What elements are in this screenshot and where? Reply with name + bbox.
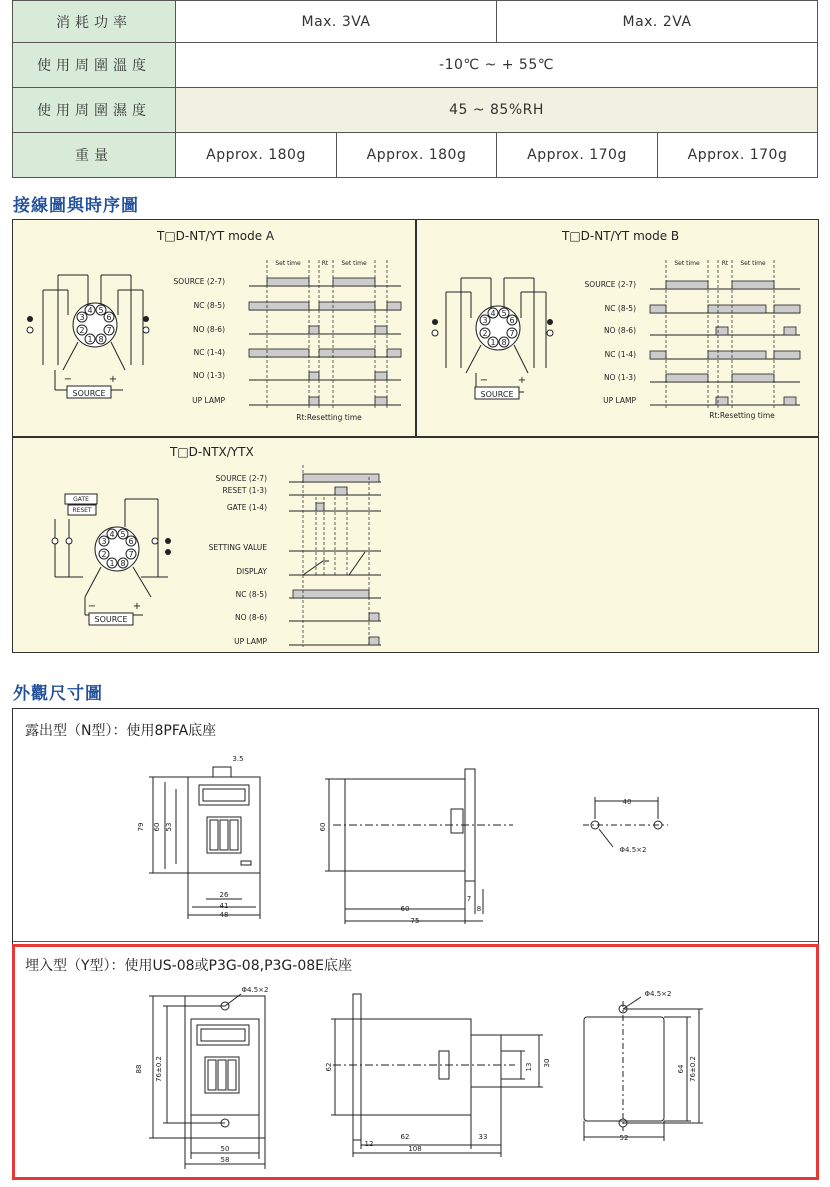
spec-value: -10℃ ~ + 55℃	[176, 43, 818, 88]
spec-label: 使用周圍溫度	[13, 43, 176, 88]
signal-label: UP LAMP	[234, 637, 267, 646]
svg-text:+: +	[108, 374, 118, 385]
signal-label: NC (8-5)	[235, 590, 267, 599]
svg-text:7: 7	[509, 329, 515, 338]
svg-text:6: 6	[509, 316, 515, 325]
footnote: Rt:Resetting time	[296, 413, 362, 422]
signal-label: NC (1-4)	[604, 350, 636, 359]
dim-label: 88	[135, 1064, 143, 1074]
svg-text:Rt: Rt	[721, 260, 729, 267]
ntx-panel	[13, 437, 819, 653]
svg-text:8: 8	[120, 559, 126, 568]
wiring-timing-box	[12, 219, 819, 653]
svg-text:8: 8	[98, 335, 104, 344]
signal-label: GATE (1-4)	[226, 503, 267, 512]
svg-text:5: 5	[98, 306, 104, 315]
dim-label: 108	[408, 1145, 422, 1153]
svg-text:−: −	[479, 375, 489, 386]
svg-text:6: 6	[128, 537, 134, 546]
svg-text:4: 4	[109, 530, 115, 539]
dim-label: 48	[219, 911, 229, 919]
signal-label: SETTING VALUE	[208, 543, 267, 552]
svg-text:−: −	[87, 601, 97, 612]
svg-text:3: 3	[101, 537, 107, 546]
footnote: Rt:Resetting time	[709, 411, 775, 420]
dim-label: 40	[622, 798, 632, 806]
dim-label: 75	[410, 917, 420, 925]
dim-label: 62	[400, 1133, 410, 1141]
svg-text:2: 2	[79, 326, 85, 335]
spec-value: Max. 3VA	[176, 1, 497, 43]
dim-label: 76±0.2	[689, 1056, 697, 1082]
svg-text:2: 2	[482, 329, 488, 338]
reset-label: RESET	[72, 507, 92, 514]
svg-text:7: 7	[128, 550, 134, 559]
dim-label: 13	[525, 1062, 533, 1072]
dimension-section-title: 外觀尺寸圖	[13, 684, 103, 704]
svg-text:6: 6	[106, 313, 112, 322]
n-type-title: 露出型（N型）：使用8PFA底座	[25, 723, 217, 739]
svg-text:5: 5	[120, 530, 126, 539]
svg-text:Rt: Rt	[321, 260, 329, 267]
source-label: SOURCE	[480, 390, 514, 399]
wiring-section-title: 接線圖與時序圖	[13, 196, 139, 216]
mode-b-title: T□D-NT/YT mode B	[562, 229, 680, 243]
signal-label: NO (1-3)	[604, 373, 636, 382]
mode-a-panel	[13, 220, 415, 436]
spec-row-power	[13, 1, 818, 43]
source-label: SOURCE	[72, 389, 106, 398]
signal-label: NO (1-3)	[193, 371, 225, 380]
signal-label: DISPLAY	[236, 567, 267, 576]
signal-label: NC (8-5)	[193, 301, 225, 310]
dim-label: Φ4.5×2	[241, 986, 269, 994]
svg-text:Set time: Set time	[674, 260, 700, 267]
dim-label: Φ4.5×2	[619, 846, 647, 854]
signal-label: RESET (1-3)	[222, 486, 267, 495]
dim-label: 41	[219, 902, 229, 910]
dim-label: 76±0.2	[155, 1056, 163, 1082]
gate-label: GATE	[73, 496, 89, 503]
svg-text:7: 7	[106, 326, 112, 335]
svg-text:+: +	[132, 601, 142, 612]
mode-b-diagram	[416, 220, 820, 436]
spec-label: 使用周圍濕度	[13, 88, 176, 133]
signal-label: UP LAMP	[192, 396, 225, 405]
svg-text:1: 1	[109, 559, 115, 568]
dim-label: 3.5	[232, 755, 244, 763]
svg-text:Set time: Set time	[275, 260, 301, 267]
dim-label: 60	[400, 905, 410, 913]
dim-label: 50	[220, 1145, 230, 1153]
dim-label: 79	[137, 822, 145, 832]
spec-label: 消耗功率	[13, 1, 176, 43]
svg-text:2: 2	[101, 550, 107, 559]
svg-text:5: 5	[501, 309, 507, 318]
spec-label: 重量	[13, 133, 176, 178]
y-type-title: 埋入型（Y型）：使用US-08或P3G-08,P3G-08E底座	[25, 958, 352, 974]
signal-label: SOURCE (2-7)	[584, 280, 636, 289]
mode-b-panel	[416, 220, 820, 436]
svg-text:Set time: Set time	[740, 260, 766, 267]
svg-text:−: −	[63, 374, 73, 385]
spec-row-temperature	[13, 43, 818, 88]
dim-label: 62	[325, 1062, 333, 1072]
spec-value: Approx. 170g	[497, 133, 658, 178]
dim-label: 60	[319, 822, 327, 832]
spec-value: Approx. 180g	[176, 133, 337, 178]
svg-text:3: 3	[79, 313, 85, 322]
signal-label: NC (8-5)	[604, 304, 636, 313]
svg-text:4: 4	[87, 306, 93, 315]
spec-row-humidity	[13, 88, 818, 133]
y-type-highlight-frame	[12, 944, 819, 1180]
dim-label: 26	[219, 891, 229, 899]
svg-text:+: +	[517, 375, 527, 386]
spec-row-weight	[13, 133, 818, 178]
spec-value: Max. 2VA	[497, 1, 818, 43]
dim-label: 7	[466, 895, 472, 903]
signal-label: UP LAMP	[603, 396, 636, 405]
dim-label: 58	[220, 1156, 230, 1164]
spec-value: 45 ~ 85%RH	[176, 88, 818, 133]
ntx-diagram	[13, 437, 433, 653]
signal-label: NO (8-6)	[604, 326, 636, 335]
signal-label: NO (8-6)	[235, 613, 267, 622]
dim-label: 33	[478, 1133, 488, 1141]
dim-label: 52	[619, 1134, 629, 1142]
signal-label: SOURCE (2-7)	[215, 474, 267, 483]
dim-label: 53	[165, 822, 173, 832]
signal-label: NO (8-6)	[193, 325, 225, 334]
spec-table	[12, 0, 818, 178]
spec-value: Approx. 180g	[337, 133, 497, 178]
svg-text:3: 3	[482, 316, 488, 325]
signal-label: SOURCE (2-7)	[173, 277, 225, 286]
svg-text:8: 8	[501, 338, 507, 347]
dim-label: 60	[153, 822, 161, 832]
signal-label: NC (1-4)	[193, 348, 225, 357]
spec-value: Approx. 170g	[658, 133, 818, 178]
dim-label: 8	[476, 905, 482, 913]
mode-a-title: T□D-NT/YT mode A	[157, 229, 275, 243]
dim-label: 12	[364, 1140, 374, 1148]
ntx-title: T□D-NTX/YTX	[170, 445, 254, 459]
mode-a-diagram	[13, 220, 415, 436]
dim-label: 64	[677, 1064, 685, 1074]
svg-text:1: 1	[490, 338, 496, 347]
dim-label: Φ4.5×2	[644, 990, 672, 998]
dim-label: 30	[543, 1058, 551, 1068]
svg-text:4: 4	[490, 309, 496, 318]
svg-text:1: 1	[87, 335, 93, 344]
svg-text:Set time: Set time	[341, 260, 367, 267]
source-label: SOURCE	[94, 615, 128, 624]
